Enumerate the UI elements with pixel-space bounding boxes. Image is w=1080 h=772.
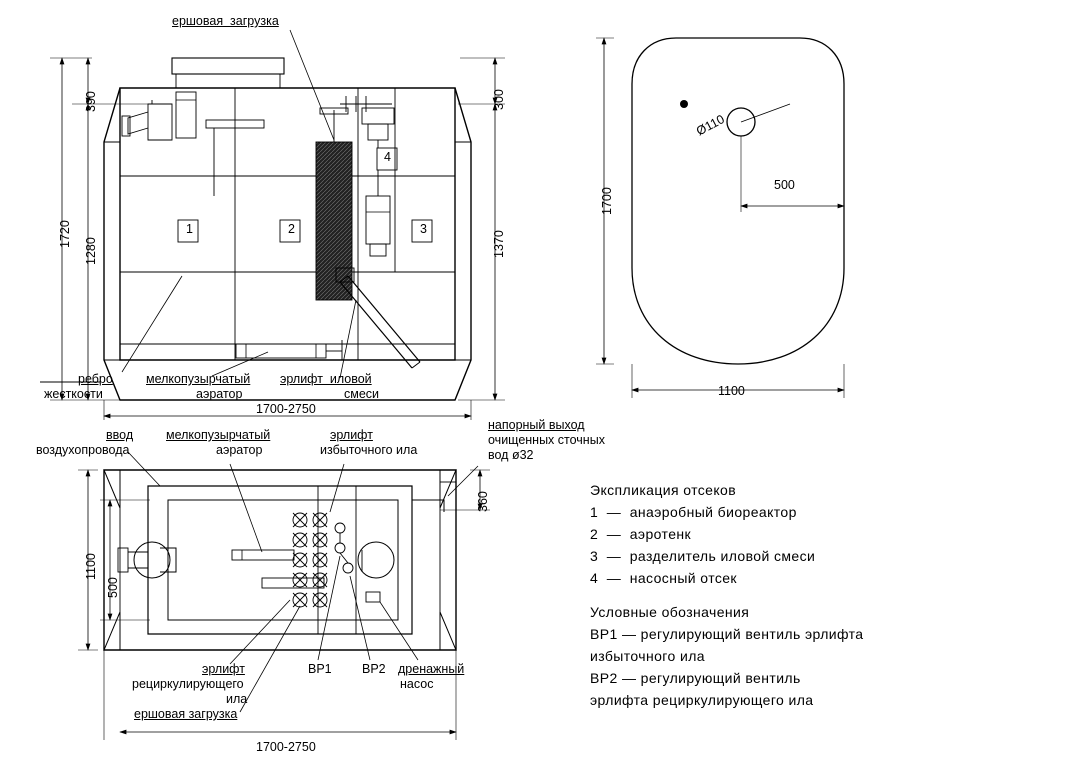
chamber-number-1: 1 (186, 222, 193, 236)
valve-label-vr1: ВР1 (308, 662, 332, 676)
callout-plan-aerator: мелкопузырчатый (166, 428, 271, 442)
callout-fine-bubble-aerator: мелкопузырчатый (146, 372, 251, 386)
front-view-group (104, 30, 471, 400)
callout-drainage-pump: дренажный (398, 662, 465, 676)
valve-label-vr2: ВР2 (362, 662, 386, 676)
callout-fine-bubble-aerator-line2: аэратор (196, 387, 243, 401)
front-view-dimensions (40, 58, 505, 420)
dim-plan-width-total: 1100 (84, 553, 98, 580)
callout-excess-sludge-erlift: эрлифт (330, 428, 373, 442)
callout-recirc-erlift-line3: ила (226, 692, 248, 706)
dim-hatch-offset: 500 (774, 178, 795, 192)
callout-rib-line2: жесткости (44, 387, 103, 401)
chamber-number-2: 2 (288, 222, 295, 236)
legend-section-1: 1 — анаэробный биореактор (590, 504, 797, 520)
plan-view-dimensions (78, 470, 490, 740)
callout-air-inlet-line2: воздухопровода (36, 443, 130, 457)
dim-plan-right-offset: 360 (476, 491, 490, 512)
callout-recirc-erlift-line2: рециркулирующего (132, 677, 244, 691)
dim-section-height: 1700 (600, 187, 614, 215)
legend-symbol-vr2: ВР2 — регулирующий вентиль (590, 670, 801, 686)
callout-excess-sludge-erlift-line2: избыточного ила (320, 443, 418, 457)
legend-sections-title: Экспликация отсеков (590, 482, 737, 498)
callout-drainage-pump-line2: насос (400, 677, 434, 691)
callout-pressure-outlet-line2: очищенных сточных (488, 433, 605, 447)
dim-plan-width-inner: 500 (106, 577, 120, 598)
dim-neck-height: 300 (492, 89, 506, 110)
dim-top-height: 390 (84, 91, 98, 112)
callout-ersh-loading: ершовая загрузка (172, 14, 279, 28)
callout-sludge-erlift-line2: смеси (344, 387, 380, 401)
dim-front-width: 1700-2750 (256, 402, 316, 416)
dim-plan-length: 1700-2750 (256, 740, 316, 754)
callout-pressure-outlet: напорный выход (488, 418, 585, 432)
legend-section-2: 2 — аэротенк (590, 526, 692, 542)
dim-section-width: 1100 (718, 384, 745, 398)
callout-recirc-erlift: эрлифт (202, 662, 245, 676)
callout-pressure-outlet-line3: вод ø32 (488, 448, 534, 462)
callout-plan-aerator-line2: аэратор (216, 443, 263, 457)
callout-plan-ersh-loading: ершовая загрузка (134, 707, 238, 721)
chamber-number-3: 3 (420, 222, 427, 236)
dim-hatch-diameter: Ø110 (694, 112, 727, 139)
callout-rib: ребро (78, 372, 113, 386)
legend-section-4: 4 — насосный отсек (590, 570, 737, 586)
legend-symbol-vr1-line2: избыточного ила (590, 648, 705, 664)
dim-right-height: 1370 (492, 230, 506, 258)
legend-symbols-title: Условные обозначения (590, 604, 750, 620)
chamber-number-4: 4 (384, 150, 391, 164)
dim-total-height: 1720 (58, 220, 72, 248)
legend-symbol-vr2-line2: эрлифта рециркулирующего ила (590, 692, 814, 708)
dim-body-height: 1280 (84, 237, 98, 265)
callout-sludge-erlift: эрлифт иловой (280, 372, 372, 386)
legend-symbol-vr1: ВР1 — регулирующий вентиль эрлифта (590, 626, 864, 642)
cross-section-view-group (632, 38, 844, 364)
legend-section-3: 3 — разделитель иловой смеси (590, 548, 816, 564)
callout-air-inlet: ввод (106, 428, 134, 442)
